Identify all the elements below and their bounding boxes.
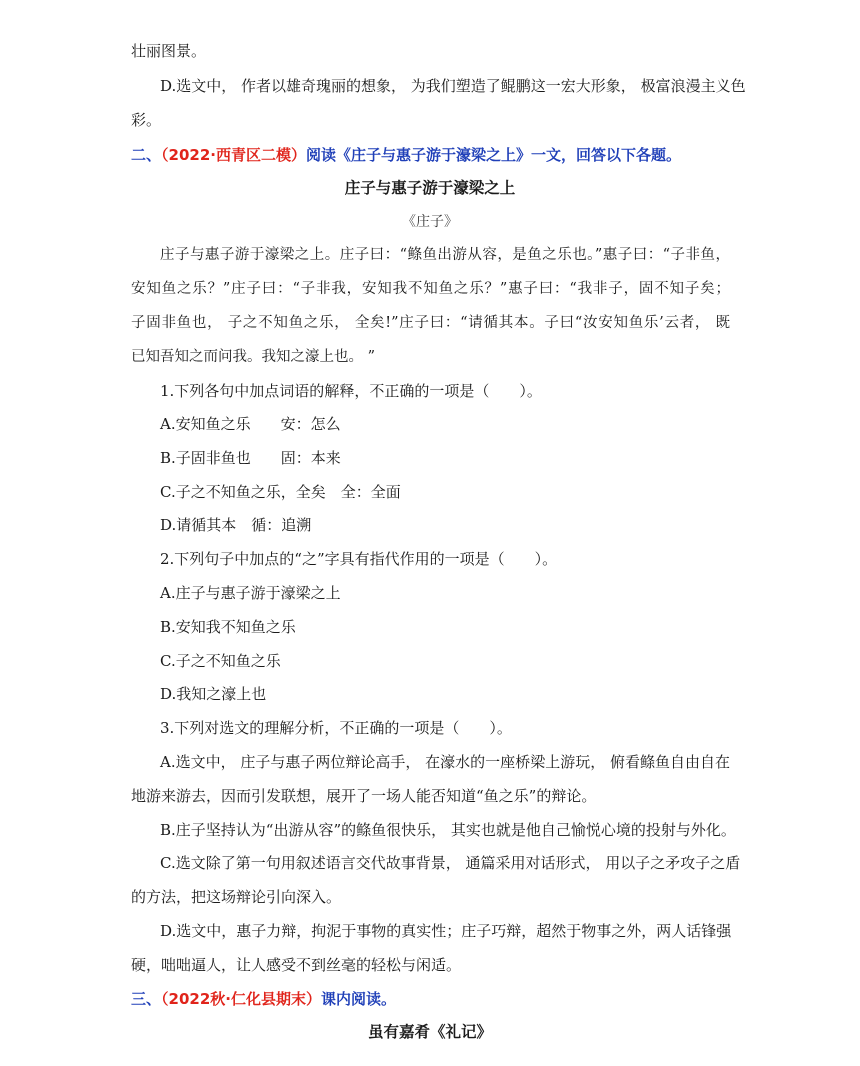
section-2-number: 二、 xyxy=(131,146,162,164)
section-2-source: （2022·西青区二模） xyxy=(161,146,306,164)
question-3-option-c-cont: 的方法，把这场辩论引向深入。 xyxy=(131,888,342,906)
section-2-instruction: 阅读《庄子与惠子游于濠梁之上》一文，回答以下各题。 xyxy=(305,146,681,164)
question-3-option-d-cont: 硬，咄咄逼人，让人感受不到丝毫的轻松与闲适。 xyxy=(131,956,462,974)
passage-author: 《庄子》 xyxy=(402,214,458,230)
question-3-option-a: A.选文中， 庄子与惠子两位辩论高手， 在濠水的一座桥梁上游玩， 俯看鲦鱼自由自在 xyxy=(160,753,730,771)
question-1-option-a: A.安知鱼之乐 安：怎么 xyxy=(160,415,341,433)
option-d-line-2: 彩。 xyxy=(131,111,162,129)
question-2-option-b: B.安知我不知鱼之乐 xyxy=(160,618,296,636)
question-3-option-a-cont: 地游来游去，因而引发联想，展开了一场人能否知道“鱼之乐”的辩论。 xyxy=(131,787,597,805)
question-1-stem: 1.下列各句中加点词语的解释，不正确的一项是（ ）。 xyxy=(160,382,542,400)
question-2-option-d: D.我知之濠上也 xyxy=(160,685,267,703)
section-3-title: 虽有嘉肴《礼记》 xyxy=(367,1023,492,1041)
question-1-option-b: B.子固非鱼也 固：本来 xyxy=(160,449,341,467)
question-2-stem: 2.下列句子中加点的“之”字具有指代作用的一项是（ ）。 xyxy=(160,550,558,568)
question-3-option-c: C.选文除了第一句用叙述语言交代故事背景， 通篇采用对话形式， 用以子之矛攻子之盾 xyxy=(160,854,741,872)
section-2-heading xyxy=(131,145,681,165)
question-1-option-c: C.子之不知鱼之乐，全矣 全：全面 xyxy=(160,483,401,501)
section-3-heading xyxy=(131,989,396,1009)
passage-line: 庄子与惠子游于濠梁之上。庄子曰：“鲦鱼出游从容，是鱼之乐也。”惠子曰：“子非鱼， xyxy=(160,247,730,263)
section-3-source: （2022秋·仁化县期末） xyxy=(161,990,321,1008)
section-3-instruction: 课内阅读。 xyxy=(320,990,396,1008)
question-2-option-c: C.子之不知鱼之乐 xyxy=(160,652,281,670)
passage-line: 已知吾知之而问我。我知之濠上也。 ” xyxy=(131,349,376,365)
question-3-stem: 3.下列对选文的理解分析，不正确的一项是（ ）。 xyxy=(160,719,512,737)
question-3-option-d: D.选文中，惠子力辩，拘泥于事物的真实性；庄子巧辩，超然于物事之外，两人话锋强 xyxy=(160,922,732,940)
passage-line: 子固非鱼也， 子之不知鱼之乐， 全矣!”庄子曰：“请循其本。子曰“汝安知鱼乐’云者， 既 xyxy=(131,315,730,331)
question-2-option-a: A.庄子与惠子游于濠梁之上 xyxy=(160,584,341,602)
option-d-line-1: D.选文中， 作者以雄奇瑰丽的想象， 为我们塑造了鲲鹏这一宏大形象， 极富浪漫主义色 xyxy=(160,77,746,95)
text-line: 壮丽图景。 xyxy=(131,42,207,60)
passage-line: 安知鱼之乐？”庄子曰：“子非我，安知我不知鱼之乐？”惠子曰：“我非子，固不知子矣； xyxy=(131,281,730,297)
section-3-number: 三、 xyxy=(131,990,162,1008)
question-1-option-d: D.请循其本 循：追溯 xyxy=(160,516,312,534)
passage-title: 庄子与惠子游于濠梁之上 xyxy=(344,179,516,197)
question-3-option-b: B.庄子坚持认为“出游从容”的鲦鱼很快乐， 其实也就是他自己愉悦心境的投射与外化。 xyxy=(160,821,736,839)
